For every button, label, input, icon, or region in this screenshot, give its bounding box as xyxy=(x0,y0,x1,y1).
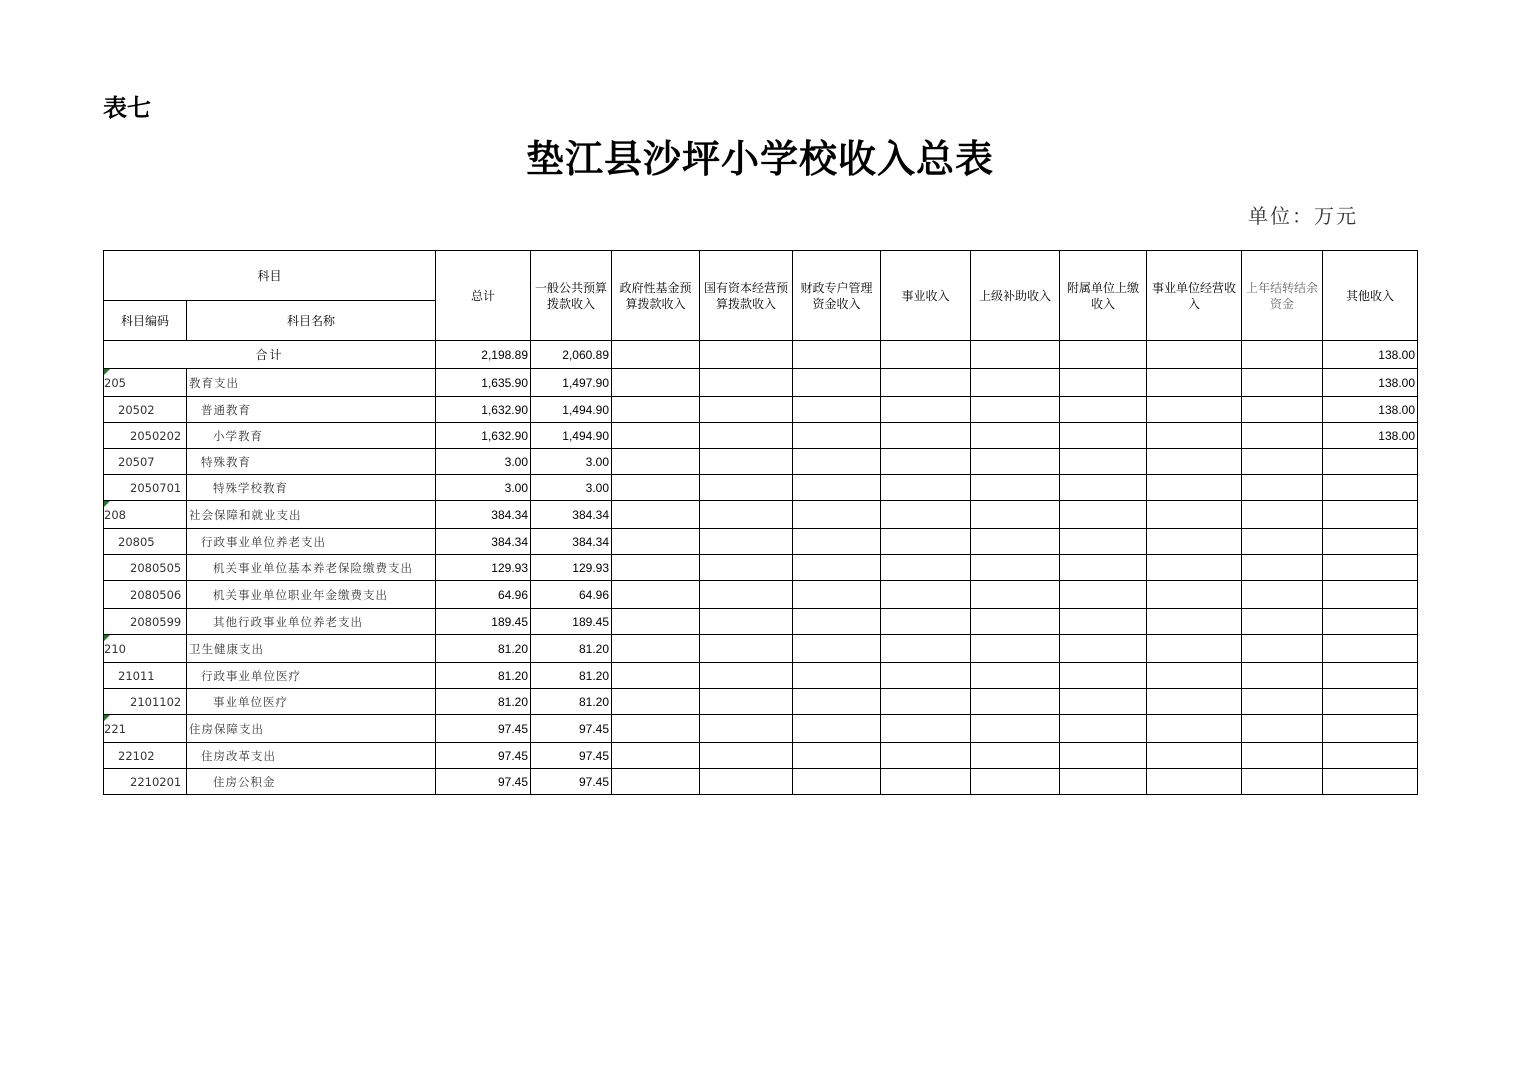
empty-cell xyxy=(793,743,881,769)
subject-code-cell: 208 xyxy=(104,501,187,529)
empty-cell xyxy=(1060,663,1147,689)
empty-cell xyxy=(612,529,700,555)
table-row xyxy=(104,715,1418,743)
header-other-income: 其他收入 xyxy=(1323,251,1418,341)
header-total: 总计 xyxy=(436,251,531,341)
empty-cell xyxy=(612,689,700,715)
subject-code-cell: 2080599 xyxy=(104,609,187,635)
empty-cell xyxy=(971,397,1060,423)
cell-marker-icon xyxy=(104,369,110,375)
empty-cell xyxy=(1147,609,1242,635)
cell-marker-icon xyxy=(104,635,110,641)
empty-cell xyxy=(1242,529,1323,555)
empty-cell xyxy=(1147,475,1242,501)
other-income-cell xyxy=(1323,609,1418,635)
other-income-cell: 138.00 xyxy=(1323,397,1418,423)
empty-cell xyxy=(971,529,1060,555)
general-budget-cell: 1,494.90 xyxy=(531,397,612,423)
empty-cell xyxy=(793,449,881,475)
empty-cell xyxy=(612,475,700,501)
empty-cell xyxy=(793,581,881,609)
general-budget-cell: 129.93 xyxy=(531,555,612,581)
empty-cell xyxy=(971,609,1060,635)
empty-cell xyxy=(1242,663,1323,689)
subject-code-cell: 2080506 xyxy=(104,581,187,609)
total-cell: 3.00 xyxy=(436,475,531,501)
empty-cell xyxy=(881,501,971,529)
empty-cell xyxy=(1147,501,1242,529)
total-cell: 97.45 xyxy=(436,769,531,795)
header-subject: 科目 xyxy=(104,251,436,301)
total-cell: 97.45 xyxy=(436,715,531,743)
header-affiliated-income: 附属单位上缴收入 xyxy=(1060,251,1147,341)
empty-cell xyxy=(700,341,793,369)
other-income-cell xyxy=(1323,769,1418,795)
total-cell: 64.96 xyxy=(436,581,531,609)
table-row xyxy=(104,635,1418,663)
subject-code-cell: 2080505 xyxy=(104,555,187,581)
general-budget-cell: 2,060.89 xyxy=(531,341,612,369)
subject-code-cell: 221 xyxy=(104,715,187,743)
empty-cell xyxy=(1242,369,1323,397)
empty-cell xyxy=(1060,449,1147,475)
total-cell: 189.45 xyxy=(436,609,531,635)
table-row xyxy=(104,555,1418,581)
subject-code-cell: 22102 xyxy=(104,743,187,769)
empty-cell xyxy=(1060,609,1147,635)
table-row xyxy=(104,475,1418,501)
subject-name-cell: 行政事业单位医疗 xyxy=(187,663,436,689)
empty-cell xyxy=(971,341,1060,369)
other-income-cell xyxy=(1323,635,1418,663)
header-carryover: 上年结转结余资金 xyxy=(1242,251,1323,341)
income-summary-table xyxy=(103,250,1418,795)
empty-cell xyxy=(1147,423,1242,449)
empty-cell xyxy=(793,423,881,449)
table-row xyxy=(104,663,1418,689)
other-income-cell xyxy=(1323,475,1418,501)
header-general-budget: 一般公共预算拨款收入 xyxy=(531,251,612,341)
subject-name-cell: 住房改革支出 xyxy=(187,743,436,769)
header-state-capital: 国有资本经营预算拨款收入 xyxy=(700,251,793,341)
other-income-cell xyxy=(1323,555,1418,581)
general-budget-cell: 1,494.90 xyxy=(531,423,612,449)
empty-cell xyxy=(1147,555,1242,581)
empty-cell xyxy=(881,397,971,423)
general-budget-cell: 189.45 xyxy=(531,609,612,635)
empty-cell xyxy=(793,475,881,501)
subject-name-cell: 机关事业单位职业年金缴费支出 xyxy=(187,581,436,609)
total-cell: 384.34 xyxy=(436,529,531,555)
other-income-cell: 138.00 xyxy=(1323,423,1418,449)
empty-cell xyxy=(1147,635,1242,663)
empty-cell xyxy=(793,609,881,635)
total-cell: 1,635.90 xyxy=(436,369,531,397)
empty-cell xyxy=(1242,689,1323,715)
empty-cell xyxy=(1242,397,1323,423)
header-superior-subsidy: 上级补助收入 xyxy=(971,251,1060,341)
total-cell: 129.93 xyxy=(436,555,531,581)
empty-cell xyxy=(793,689,881,715)
header-fiscal-special: 财政专户管理资金收入 xyxy=(793,251,881,341)
empty-cell xyxy=(1242,501,1323,529)
empty-cell xyxy=(793,715,881,743)
subject-code-cell: 21011 xyxy=(104,663,187,689)
table-row xyxy=(104,501,1418,529)
cell-marker-icon xyxy=(104,715,110,721)
table-row xyxy=(104,689,1418,715)
other-income-cell xyxy=(1323,715,1418,743)
empty-cell xyxy=(612,635,700,663)
empty-cell xyxy=(612,369,700,397)
subject-code-cell: 205 xyxy=(104,369,187,397)
empty-cell xyxy=(700,715,793,743)
total-cell: 81.20 xyxy=(436,635,531,663)
empty-cell xyxy=(1242,609,1323,635)
total-cell: 2,198.89 xyxy=(436,341,531,369)
other-income-cell: 138.00 xyxy=(1323,341,1418,369)
empty-cell xyxy=(1147,369,1242,397)
table-row xyxy=(104,769,1418,795)
total-cell: 1,632.90 xyxy=(436,397,531,423)
general-budget-cell: 3.00 xyxy=(531,449,612,475)
table-row xyxy=(104,609,1418,635)
empty-cell xyxy=(612,501,700,529)
empty-cell xyxy=(881,715,971,743)
general-budget-cell: 384.34 xyxy=(531,529,612,555)
subject-name-cell: 教育支出 xyxy=(187,369,436,397)
empty-cell xyxy=(612,449,700,475)
other-income-cell xyxy=(1323,743,1418,769)
empty-cell xyxy=(1147,663,1242,689)
empty-cell xyxy=(1242,423,1323,449)
empty-cell xyxy=(700,663,793,689)
empty-cell xyxy=(793,663,881,689)
total-cell: 81.20 xyxy=(436,663,531,689)
empty-cell xyxy=(1147,743,1242,769)
empty-cell xyxy=(1147,715,1242,743)
empty-cell xyxy=(700,555,793,581)
table-row xyxy=(104,743,1418,769)
general-budget-cell: 81.20 xyxy=(531,663,612,689)
empty-cell xyxy=(612,769,700,795)
subject-name-cell: 其他行政事业单位养老支出 xyxy=(187,609,436,635)
subject-name-cell: 行政事业单位养老支出 xyxy=(187,529,436,555)
empty-cell xyxy=(971,715,1060,743)
empty-cell xyxy=(881,449,971,475)
empty-cell xyxy=(793,635,881,663)
other-income-cell xyxy=(1323,689,1418,715)
empty-cell xyxy=(793,397,881,423)
general-budget-cell: 384.34 xyxy=(531,501,612,529)
empty-cell xyxy=(1147,341,1242,369)
total-cell: 97.45 xyxy=(436,743,531,769)
empty-cell xyxy=(1060,369,1147,397)
subject-code-cell: 2210201 xyxy=(104,769,187,795)
empty-cell xyxy=(700,635,793,663)
empty-cell xyxy=(612,397,700,423)
empty-cell xyxy=(612,341,700,369)
empty-cell xyxy=(1060,581,1147,609)
empty-cell xyxy=(971,689,1060,715)
subject-name-cell: 卫生健康支出 xyxy=(187,635,436,663)
empty-cell xyxy=(1060,769,1147,795)
empty-cell xyxy=(612,609,700,635)
empty-cell xyxy=(971,369,1060,397)
subject-name-cell: 事业单位医疗 xyxy=(187,689,436,715)
empty-cell xyxy=(1242,743,1323,769)
header-gov-fund: 政府性基金预算拨款收入 xyxy=(612,251,700,341)
empty-cell xyxy=(881,529,971,555)
table-row xyxy=(104,397,1418,423)
total-cell: 81.20 xyxy=(436,689,531,715)
empty-cell xyxy=(1242,555,1323,581)
empty-cell xyxy=(793,501,881,529)
table-row xyxy=(104,423,1418,449)
empty-cell xyxy=(1242,769,1323,795)
general-budget-cell: 64.96 xyxy=(531,581,612,609)
empty-cell xyxy=(700,689,793,715)
empty-cell xyxy=(971,663,1060,689)
table-row xyxy=(104,369,1418,397)
table-number: 表七 xyxy=(103,94,151,122)
empty-cell xyxy=(612,743,700,769)
table-row xyxy=(104,581,1418,609)
general-budget-cell: 97.45 xyxy=(531,769,612,795)
empty-cell xyxy=(700,609,793,635)
empty-cell xyxy=(971,475,1060,501)
other-income-cell xyxy=(1323,581,1418,609)
empty-cell xyxy=(881,555,971,581)
empty-cell xyxy=(1242,449,1323,475)
empty-cell xyxy=(700,475,793,501)
empty-cell xyxy=(1060,397,1147,423)
empty-cell xyxy=(881,475,971,501)
general-budget-cell: 81.20 xyxy=(531,689,612,715)
empty-cell xyxy=(700,769,793,795)
empty-cell xyxy=(1242,715,1323,743)
empty-cell xyxy=(971,501,1060,529)
subject-name-cell: 普通教育 xyxy=(187,397,436,423)
subject-code-cell: 210 xyxy=(104,635,187,663)
empty-cell xyxy=(1147,769,1242,795)
empty-cell xyxy=(700,423,793,449)
empty-cell xyxy=(881,635,971,663)
empty-cell xyxy=(971,743,1060,769)
header-subject-name: 科目名称 xyxy=(187,301,436,341)
empty-cell xyxy=(700,581,793,609)
empty-cell xyxy=(612,715,700,743)
empty-cell xyxy=(1060,423,1147,449)
subject-name-cell: 社会保障和就业支出 xyxy=(187,501,436,529)
empty-cell xyxy=(793,769,881,795)
other-income-cell xyxy=(1323,449,1418,475)
header-business-income: 事业收入 xyxy=(881,251,971,341)
subject-code-cell: 20805 xyxy=(104,529,187,555)
empty-cell xyxy=(971,769,1060,795)
other-income-cell xyxy=(1323,529,1418,555)
empty-cell xyxy=(881,743,971,769)
total-row xyxy=(104,341,1418,369)
empty-cell xyxy=(971,635,1060,663)
empty-cell xyxy=(1242,341,1323,369)
empty-cell xyxy=(881,341,971,369)
subject-code-cell: 2050701 xyxy=(104,475,187,501)
empty-cell xyxy=(881,769,971,795)
header-subject-code: 科目编码 xyxy=(104,301,187,341)
empty-cell xyxy=(1147,397,1242,423)
general-budget-cell: 97.45 xyxy=(531,715,612,743)
empty-cell xyxy=(700,501,793,529)
subject-code-cell: 2101102 xyxy=(104,689,187,715)
general-budget-cell: 1,497.90 xyxy=(531,369,612,397)
empty-cell xyxy=(1060,475,1147,501)
empty-cell xyxy=(1060,529,1147,555)
empty-cell xyxy=(881,423,971,449)
empty-cell xyxy=(1060,501,1147,529)
empty-cell xyxy=(1147,449,1242,475)
empty-cell xyxy=(881,581,971,609)
total-cell: 1,632.90 xyxy=(436,423,531,449)
empty-cell xyxy=(881,609,971,635)
empty-cell xyxy=(700,397,793,423)
empty-cell xyxy=(971,555,1060,581)
empty-cell xyxy=(700,449,793,475)
subject-name-cell: 特殊教育 xyxy=(187,449,436,475)
empty-cell xyxy=(971,449,1060,475)
empty-cell xyxy=(700,743,793,769)
other-income-cell xyxy=(1323,663,1418,689)
general-budget-cell: 81.20 xyxy=(531,635,612,663)
empty-cell xyxy=(793,369,881,397)
other-income-cell: 138.00 xyxy=(1323,369,1418,397)
empty-cell xyxy=(1060,555,1147,581)
subject-name-cell: 机关事业单位基本养老保险缴费支出 xyxy=(187,555,436,581)
subject-code-cell: 2050202 xyxy=(104,423,187,449)
unit-label: 单位：万元 xyxy=(1248,204,1358,228)
empty-cell xyxy=(1060,715,1147,743)
subject-name-cell: 住房公积金 xyxy=(187,769,436,795)
total-label: 合计 xyxy=(104,341,436,369)
empty-cell xyxy=(1242,475,1323,501)
empty-cell xyxy=(700,529,793,555)
subject-name-cell: 特殊学校教育 xyxy=(187,475,436,501)
empty-cell xyxy=(971,423,1060,449)
total-cell: 3.00 xyxy=(436,449,531,475)
table-row xyxy=(104,449,1418,475)
subject-name-cell: 小学教育 xyxy=(187,423,436,449)
empty-cell xyxy=(1060,743,1147,769)
general-budget-cell: 3.00 xyxy=(531,475,612,501)
empty-cell xyxy=(1147,529,1242,555)
empty-cell xyxy=(881,663,971,689)
other-income-cell xyxy=(1323,501,1418,529)
empty-cell xyxy=(1060,689,1147,715)
header-operating-income: 事业单位经营收入 xyxy=(1147,251,1242,341)
empty-cell xyxy=(971,581,1060,609)
empty-cell xyxy=(881,689,971,715)
empty-cell xyxy=(793,529,881,555)
empty-cell xyxy=(612,423,700,449)
empty-cell xyxy=(1060,341,1147,369)
empty-cell xyxy=(793,555,881,581)
empty-cell xyxy=(700,369,793,397)
table-row xyxy=(104,529,1418,555)
general-budget-cell: 97.45 xyxy=(531,743,612,769)
subject-code-cell: 20502 xyxy=(104,397,187,423)
empty-cell xyxy=(1242,581,1323,609)
empty-cell xyxy=(1147,581,1242,609)
cell-marker-icon xyxy=(104,501,110,507)
total-cell: 384.34 xyxy=(436,501,531,529)
empty-cell xyxy=(793,341,881,369)
empty-cell xyxy=(1147,689,1242,715)
empty-cell xyxy=(612,555,700,581)
empty-cell xyxy=(881,369,971,397)
empty-cell xyxy=(612,581,700,609)
empty-cell xyxy=(1060,635,1147,663)
subject-code-cell: 20507 xyxy=(104,449,187,475)
subject-name-cell: 住房保障支出 xyxy=(187,715,436,743)
empty-cell xyxy=(1242,635,1323,663)
empty-cell xyxy=(612,663,700,689)
page-title: 垫江县沙坪小学校收入总表 xyxy=(525,136,994,181)
